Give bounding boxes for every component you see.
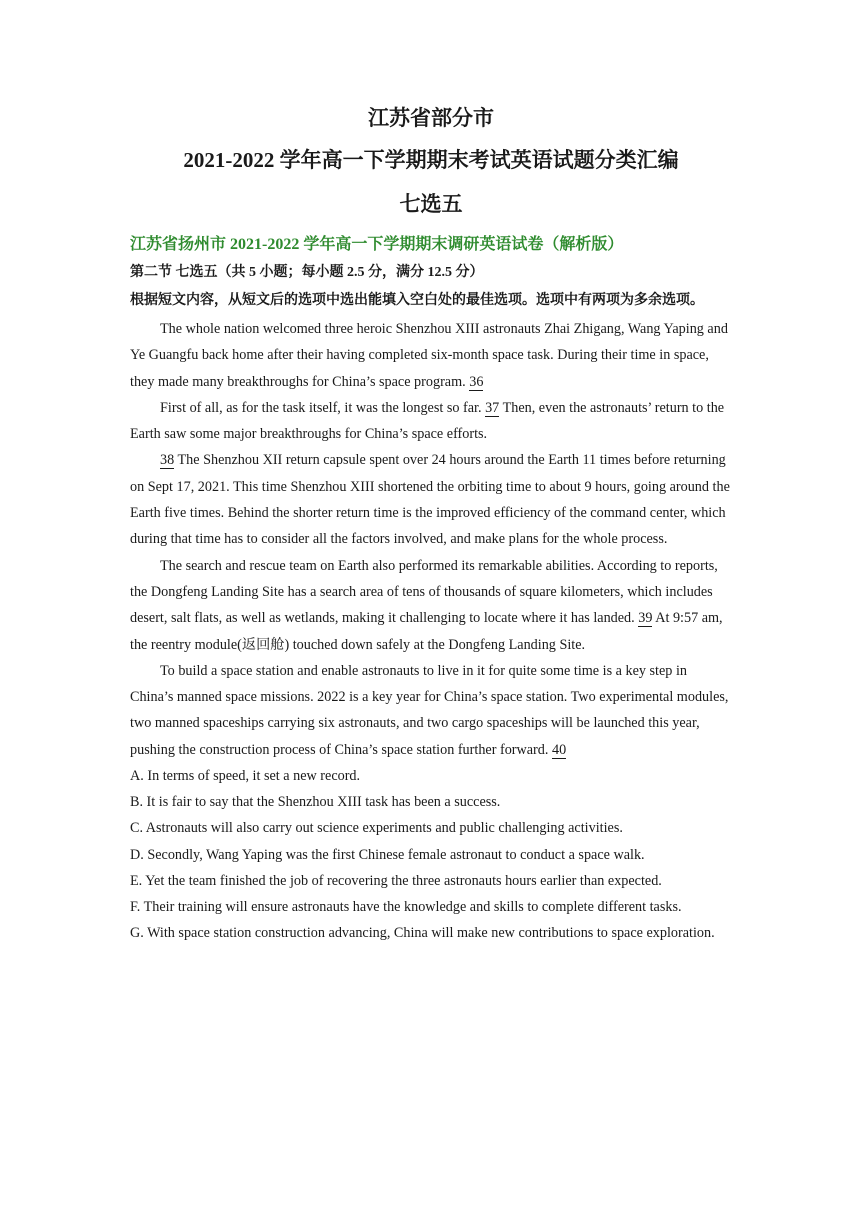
option-b: B. It is fair to say that the Shenzhou XIII task has been a success. bbox=[130, 794, 501, 811]
option-g: G. With space station construction advancing, China will make new contributions to space exploration. bbox=[130, 925, 715, 942]
blank-number: 38 bbox=[160, 452, 175, 469]
paragraph-text: The search and rescue team on Earth also performed its remarkable abilities. According to reports, the Dongfeng Landing Site has a search area of tens of thousands of square kilometers, which includes desert, salt flats, as well as wetlands, making it challenging to locate where it has landed. bbox=[130, 557, 718, 627]
blank-36 bbox=[469, 374, 483, 391]
paragraph-text: The Shenzhou XII return capsule spent over 24 hours around the Earth 11 times before returning on Sept 17, 2021. This time Shenzhou XIII shortened the orbiting time to about 9 hours, going around the Earth five times. Behind the shorter return time is the improved efficiency of the command center, which during that time has to consider all the factors involved, and make plans for the whole process. bbox=[130, 452, 730, 548]
paragraph-text: To build a space station and enable astronauts to live in it for quite some time is a key step in China’s manned space missions. 2022 is a key year for China’s space station. Two experimental modules, two manned spaceships carrying six astronauts, and two cargo spaceships will be launched this year, pushing the construction process of China’s space station further forward. bbox=[130, 662, 729, 758]
passage-paragraph-3 bbox=[130, 447, 732, 552]
title-line-1: 江苏省部分市 bbox=[368, 106, 494, 130]
paragraph-text: The whole nation welcomed three heroic Shenzhou XIII astronauts Zhai Zhigang, Wang Yaping and Ye Guangfu back home after their having completed six-month space task. During their time in space, they made many breakthroughs for China’s space program. bbox=[130, 321, 728, 390]
document-page bbox=[130, 100, 732, 946]
instruction-text: 根据短文内容，从短文后的选项中选出能填入空白处的最佳选项。选项中有两项为多余选项。 bbox=[130, 293, 704, 308]
blank-37 bbox=[485, 400, 499, 417]
options-list bbox=[130, 763, 732, 946]
section-heading: 第二节 七选五（共 5 小题；每小题 2.5 分，满分 12.5 分） bbox=[130, 265, 484, 280]
blank-number: 40 bbox=[551, 741, 567, 758]
title-line-2: 2021-2022 学年高一下学期期末考试英语试题分类汇编 bbox=[183, 148, 679, 172]
paragraph-text: Then, even the astronauts’ return to the Earth saw some major breakthroughs for China’s space efforts. bbox=[130, 399, 725, 443]
blank-number: 36 bbox=[469, 373, 484, 390]
blank-number: 37 bbox=[485, 399, 500, 416]
blank-40 bbox=[552, 742, 566, 759]
title-line-3: 七选五 bbox=[399, 192, 463, 216]
passage-paragraph-2 bbox=[130, 395, 732, 448]
passage-paragraph-1 bbox=[130, 316, 732, 395]
option-d: D. Secondly, Wang Yaping was the first Chinese female astronaut to conduct a space walk. bbox=[130, 846, 645, 863]
paragraph-text: At 9:57 am, the reentry module(返回舱) touched down safely at the Dongfeng Landing Site. bbox=[130, 610, 723, 653]
passage-paragraph-4 bbox=[130, 553, 732, 658]
source-title: 江苏省扬州市 2021-2022 学年高一下学期期末调研英语试卷（解析版） bbox=[130, 236, 624, 253]
option-f: F. Their training will ensure astronauts have the knowledge and skills to complete different tasks. bbox=[130, 899, 682, 916]
paragraph-text: First of all, as for the task itself, it was the longest so far. bbox=[160, 399, 482, 416]
blank-38 bbox=[160, 452, 174, 469]
option-e: E. Yet the team finished the job of recovering the three astronauts hours earlier than expected. bbox=[130, 872, 662, 889]
option-a: A. In terms of speed, it set a new record. bbox=[130, 768, 361, 785]
blank-39 bbox=[638, 610, 652, 627]
blank-number: 39 bbox=[638, 610, 653, 627]
option-c: C. Astronauts will also carry out science experiments and public challenging activities. bbox=[130, 820, 623, 837]
passage-paragraph-5 bbox=[130, 658, 732, 763]
